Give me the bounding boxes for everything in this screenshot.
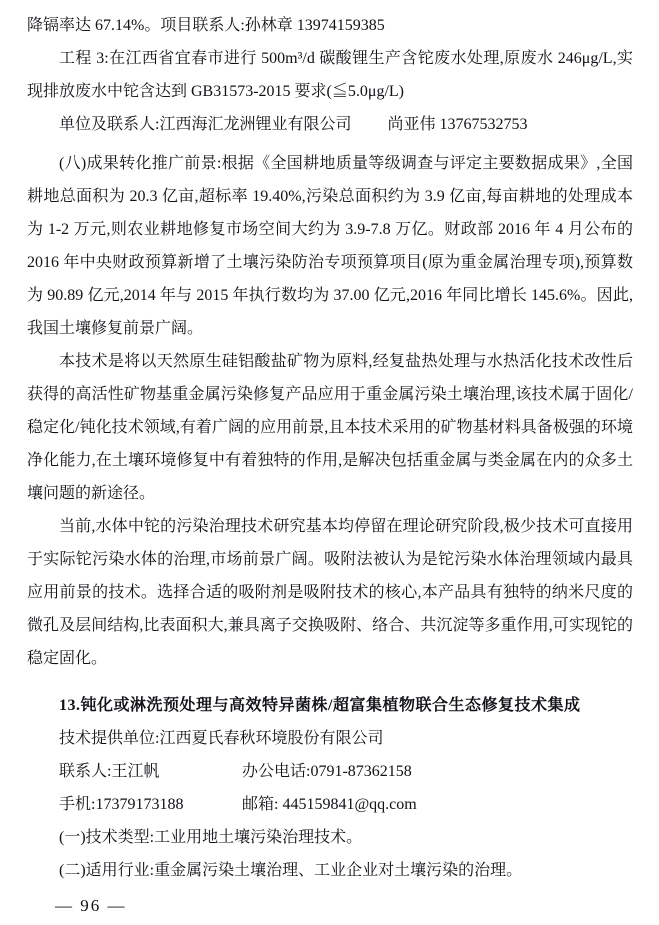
paragraph-project3: 工程 3:在江西省宜春市进行 500m³/d 碳酸锂生产含铊废水处理,原废水 246μg/L,实现排放废水中铊含达到 GB31573-2015 要求(≦5.0μg/L)	[27, 50, 633, 100]
item-technology-type: (一)技术类型:工业用地土壤污染治理技术。	[59, 829, 363, 846]
paragraph-section8-promotion-prospects: (八)成果转化推广前景:根据《全国耕地质量等级调查与评定主要数据成果》,全国耕地总面积为 20.3 亿亩,超标率 19.40%,污染总面积约为 3.9 亿亩,每亩耕地的处理成本为 1-2 万元,则农业耕地修复市场空间大约为 3.9-7.8 万亿。财政部 2016 年 4 月公布的 2016 年中央财政预算新增了土壤污染防治专项预算项目(原为重金属治理专项),预算数为 90.89 亿元,2014 年与 2015 年执行数均为 37.00 亿元,2016 年同比增长 145.6%。因此,我国土壤修复前景广阔。	[27, 155, 633, 337]
page-number: — 96 —	[55, 896, 127, 915]
office-phone-label: 办公电话:0791-87362158	[242, 763, 412, 780]
email-label: 邮箱: 445159841@qq.com	[242, 796, 417, 813]
section13-heading: 13.钝化或淋洗预处理与高效特异菌株/超富集植物联合生态修复技术集成	[59, 697, 581, 714]
provider-line: 技术提供单位:江西夏氏春秋环境股份有限公司	[59, 730, 384, 747]
contact-person-label: 联系人:王江帆	[59, 763, 160, 780]
paragraph-technology-description: 本技术是将以天然原生硅铝酸盐矿物为原料,经复盐热处理与水热活化技术改性后获得的高活性矿物基重金属污染修复产品应用于重金属污染土壤治理,该技术属于固化/稳定化/钝化技术领域,有着广阔的应用前景,且本技术采用的矿物基材料具备极强的环境净化能力,在土壤环境修复中有着独特的作用,是解决包括重金属与类金属在内的众多土壤问题的新途径。	[27, 353, 633, 502]
paragraph-unit-contact: 单位及联系人:江西海汇龙洲锂业有限公司 尚亚伟 13767532753	[59, 116, 528, 133]
mobile-phone-label: 手机:17379173188	[59, 796, 184, 813]
paragraph-thallium-treatment: 当前,水体中铊的污染治理技术研究基本均停留在理论研究阶段,极少技术可直接用于实际铊污染水体的治理,市场前景广阔。吸附法被认为是铊污染水体治理领域内最具应用前景的技术。选择合适的吸附剂是吸附技术的核心,本产品具有独特的纳米尺度的微孔及层间结构,比表面积大,兼具离子交换吸附、络合、共沉淀等多重作用,可实现铊的稳定固化。	[27, 518, 633, 667]
item-applicable-industry: (二)适用行业:重金属污染土壤治理、工业企业对土壤污染的治理。	[59, 862, 523, 879]
paragraph-cadmium-contact: 降镉率达 67.14%。项目联系人:孙林章 13974159385	[27, 17, 385, 34]
contact-row-1	[27, 755, 633, 788]
contact-row-2	[27, 788, 633, 821]
